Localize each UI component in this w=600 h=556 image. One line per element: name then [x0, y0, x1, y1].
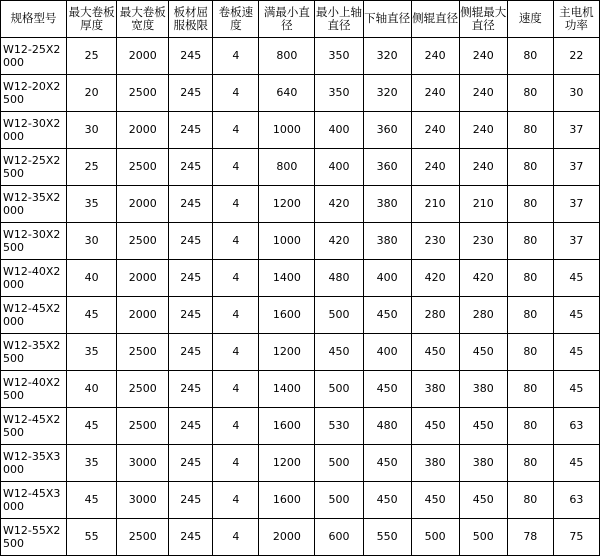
- cell-value: 45: [67, 408, 117, 445]
- cell-value: 380: [411, 445, 459, 482]
- cell-value: 500: [315, 297, 363, 334]
- cell-value: 35: [67, 445, 117, 482]
- cell-value: 63: [553, 408, 599, 445]
- cell-value: 2000: [117, 260, 169, 297]
- table-body: [1, 38, 600, 556]
- cell-model: W12-20X2500: [1, 75, 67, 112]
- table-row: [1, 408, 600, 445]
- cell-value: 280: [459, 297, 507, 334]
- cell-value: 45: [553, 445, 599, 482]
- cell-value: 420: [315, 223, 363, 260]
- cell-value: 25: [67, 149, 117, 186]
- cell-value: 530: [315, 408, 363, 445]
- cell-value: 45: [553, 334, 599, 371]
- cell-value: 35: [67, 334, 117, 371]
- cell-value: 500: [315, 482, 363, 519]
- cell-value: 245: [169, 260, 213, 297]
- cell-value: 420: [459, 260, 507, 297]
- column-header-upper-shaft-diameter: 最小上轴直径: [315, 1, 363, 38]
- cell-value: 320: [363, 38, 411, 75]
- cell-value: 4: [213, 297, 259, 334]
- cell-value: 4: [213, 186, 259, 223]
- cell-value: 30: [553, 75, 599, 112]
- cell-value: 240: [459, 149, 507, 186]
- cell-value: 4: [213, 408, 259, 445]
- cell-value: 230: [459, 223, 507, 260]
- cell-value: 350: [315, 38, 363, 75]
- cell-value: 80: [507, 408, 553, 445]
- table-row: [1, 112, 600, 149]
- cell-value: 4: [213, 334, 259, 371]
- cell-value: 1000: [259, 112, 315, 149]
- cell-value: 37: [553, 112, 599, 149]
- cell-value: 80: [507, 38, 553, 75]
- cell-value: 800: [259, 149, 315, 186]
- column-header-max-thickness: 最大卷板厚度: [67, 1, 117, 38]
- cell-value: 230: [411, 223, 459, 260]
- cell-model: W12-30X2000: [1, 112, 67, 149]
- cell-value: 1600: [259, 297, 315, 334]
- cell-value: 63: [553, 482, 599, 519]
- cell-value: 450: [411, 334, 459, 371]
- column-header-motor-power: 主电机功率: [553, 1, 599, 38]
- cell-value: 4: [213, 112, 259, 149]
- cell-value: 45: [67, 482, 117, 519]
- cell-value: 500: [315, 445, 363, 482]
- cell-value: 2000: [117, 38, 169, 75]
- cell-value: 400: [363, 334, 411, 371]
- cell-value: 450: [315, 334, 363, 371]
- table-row: [1, 186, 600, 223]
- table-row: [1, 297, 600, 334]
- cell-value: 80: [507, 482, 553, 519]
- cell-value: 2500: [117, 371, 169, 408]
- cell-value: 800: [259, 38, 315, 75]
- cell-value: 245: [169, 223, 213, 260]
- cell-value: 2500: [117, 223, 169, 260]
- table-row: [1, 75, 600, 112]
- cell-value: 245: [169, 408, 213, 445]
- cell-value: 380: [411, 371, 459, 408]
- cell-value: 40: [67, 371, 117, 408]
- cell-value: 380: [363, 186, 411, 223]
- cell-value: 360: [363, 112, 411, 149]
- cell-value: 45: [553, 260, 599, 297]
- cell-value: 245: [169, 38, 213, 75]
- cell-value: 245: [169, 334, 213, 371]
- table-row: [1, 334, 600, 371]
- cell-value: 37: [553, 149, 599, 186]
- cell-value: 2000: [117, 186, 169, 223]
- cell-value: 320: [363, 75, 411, 112]
- cell-model: W12-35X2500: [1, 334, 67, 371]
- cell-value: 245: [169, 149, 213, 186]
- cell-value: 4: [213, 38, 259, 75]
- cell-value: 45: [67, 297, 117, 334]
- table-row: [1, 223, 600, 260]
- cell-value: 30: [67, 112, 117, 149]
- cell-value: 420: [315, 186, 363, 223]
- cell-value: 1600: [259, 408, 315, 445]
- cell-value: 4: [213, 260, 259, 297]
- cell-model: W12-30X2500: [1, 223, 67, 260]
- cell-value: 35: [67, 186, 117, 223]
- cell-value: 450: [459, 408, 507, 445]
- cell-value: 4: [213, 223, 259, 260]
- table-row: [1, 445, 600, 482]
- cell-value: 45: [553, 297, 599, 334]
- cell-value: 3000: [117, 482, 169, 519]
- cell-value: 22: [553, 38, 599, 75]
- cell-value: 450: [363, 371, 411, 408]
- cell-model: W12-45X2000: [1, 297, 67, 334]
- cell-value: 2000: [117, 112, 169, 149]
- cell-model: W12-55X2500: [1, 519, 67, 556]
- cell-value: 2000: [259, 519, 315, 556]
- cell-value: 240: [459, 75, 507, 112]
- cell-value: 380: [459, 371, 507, 408]
- cell-value: 210: [459, 186, 507, 223]
- cell-value: 1600: [259, 482, 315, 519]
- cell-value: 245: [169, 482, 213, 519]
- cell-value: 450: [411, 482, 459, 519]
- cell-value: 500: [411, 519, 459, 556]
- table-row: [1, 371, 600, 408]
- column-header-lower-shaft-diameter: 下轴直径: [363, 1, 411, 38]
- cell-value: 245: [169, 371, 213, 408]
- cell-value: 80: [507, 223, 553, 260]
- cell-value: 500: [459, 519, 507, 556]
- cell-value: 80: [507, 75, 553, 112]
- cell-model: W12-45X3000: [1, 482, 67, 519]
- cell-value: 2500: [117, 75, 169, 112]
- cell-value: 4: [213, 482, 259, 519]
- cell-value: 450: [411, 408, 459, 445]
- cell-value: 380: [363, 223, 411, 260]
- cell-value: 480: [315, 260, 363, 297]
- cell-value: 3000: [117, 445, 169, 482]
- cell-value: 2000: [117, 297, 169, 334]
- cell-value: 45: [553, 371, 599, 408]
- cell-value: 450: [363, 482, 411, 519]
- cell-value: 600: [315, 519, 363, 556]
- cell-value: 25: [67, 38, 117, 75]
- cell-value: 210: [411, 186, 459, 223]
- cell-model: W12-35X3000: [1, 445, 67, 482]
- cell-value: 20: [67, 75, 117, 112]
- cell-value: 400: [315, 112, 363, 149]
- cell-value: 37: [553, 186, 599, 223]
- column-header-side-roll-diameter: 侧辊直径: [411, 1, 459, 38]
- column-header-speed: 速度: [507, 1, 553, 38]
- cell-value: 450: [363, 297, 411, 334]
- cell-value: 640: [259, 75, 315, 112]
- cell-value: 400: [315, 149, 363, 186]
- cell-value: 240: [459, 38, 507, 75]
- cell-value: 80: [507, 260, 553, 297]
- cell-model: W12-35X2000: [1, 186, 67, 223]
- column-header-min-diameter: 满最小直径: [259, 1, 315, 38]
- cell-value: 245: [169, 445, 213, 482]
- cell-model: W12-45X2500: [1, 408, 67, 445]
- cell-value: 245: [169, 186, 213, 223]
- cell-value: 37: [553, 223, 599, 260]
- cell-value: 80: [507, 445, 553, 482]
- cell-value: 245: [169, 297, 213, 334]
- cell-value: 80: [507, 297, 553, 334]
- cell-value: 80: [507, 186, 553, 223]
- cell-value: 80: [507, 149, 553, 186]
- cell-value: 240: [411, 38, 459, 75]
- cell-value: 40: [67, 260, 117, 297]
- cell-value: 550: [363, 519, 411, 556]
- cell-value: 450: [459, 482, 507, 519]
- cell-value: 2500: [117, 334, 169, 371]
- cell-value: 80: [507, 112, 553, 149]
- cell-value: 240: [411, 149, 459, 186]
- cell-value: 2500: [117, 408, 169, 445]
- cell-value: 30: [67, 223, 117, 260]
- cell-value: 4: [213, 75, 259, 112]
- table-header: [1, 1, 600, 38]
- cell-value: 4: [213, 445, 259, 482]
- header-row: [1, 1, 600, 38]
- cell-value: 245: [169, 519, 213, 556]
- table-row: [1, 38, 600, 75]
- cell-value: 245: [169, 112, 213, 149]
- table-row: [1, 519, 600, 556]
- cell-model: W12-40X2000: [1, 260, 67, 297]
- cell-value: 240: [411, 112, 459, 149]
- cell-value: 4: [213, 519, 259, 556]
- cell-value: 4: [213, 371, 259, 408]
- cell-value: 240: [411, 75, 459, 112]
- cell-value: 380: [459, 445, 507, 482]
- cell-value: 450: [363, 445, 411, 482]
- cell-value: 350: [315, 75, 363, 112]
- cell-value: 500: [315, 371, 363, 408]
- cell-value: 4: [213, 149, 259, 186]
- cell-value: 240: [459, 112, 507, 149]
- table-row: [1, 260, 600, 297]
- cell-value: 75: [553, 519, 599, 556]
- column-header-yield-limit: 板材屈服极限: [169, 1, 213, 38]
- cell-value: 78: [507, 519, 553, 556]
- column-header-model: 规格型号: [1, 1, 67, 38]
- column-header-side-roll-max-diameter: 侧辊最大直径: [459, 1, 507, 38]
- cell-value: 1200: [259, 445, 315, 482]
- table-row: [1, 482, 600, 519]
- cell-value: 245: [169, 75, 213, 112]
- cell-value: 1400: [259, 260, 315, 297]
- cell-value: 280: [411, 297, 459, 334]
- cell-model: W12-40X2500: [1, 371, 67, 408]
- table-row: [1, 149, 600, 186]
- cell-value: 400: [363, 260, 411, 297]
- column-header-roll-speed: 卷板速度: [213, 1, 259, 38]
- cell-value: 450: [459, 334, 507, 371]
- cell-value: 480: [363, 408, 411, 445]
- cell-value: 80: [507, 334, 553, 371]
- cell-value: 360: [363, 149, 411, 186]
- cell-value: 1200: [259, 186, 315, 223]
- cell-value: 1000: [259, 223, 315, 260]
- cell-value: 2500: [117, 519, 169, 556]
- cell-value: 1400: [259, 371, 315, 408]
- cell-value: 1200: [259, 334, 315, 371]
- cell-value: 420: [411, 260, 459, 297]
- cell-model: W12-25X2500: [1, 149, 67, 186]
- column-header-max-width: 最大卷板宽度: [117, 1, 169, 38]
- cell-value: 55: [67, 519, 117, 556]
- cell-value: 80: [507, 371, 553, 408]
- cell-model: W12-25X2000: [1, 38, 67, 75]
- cell-value: 2500: [117, 149, 169, 186]
